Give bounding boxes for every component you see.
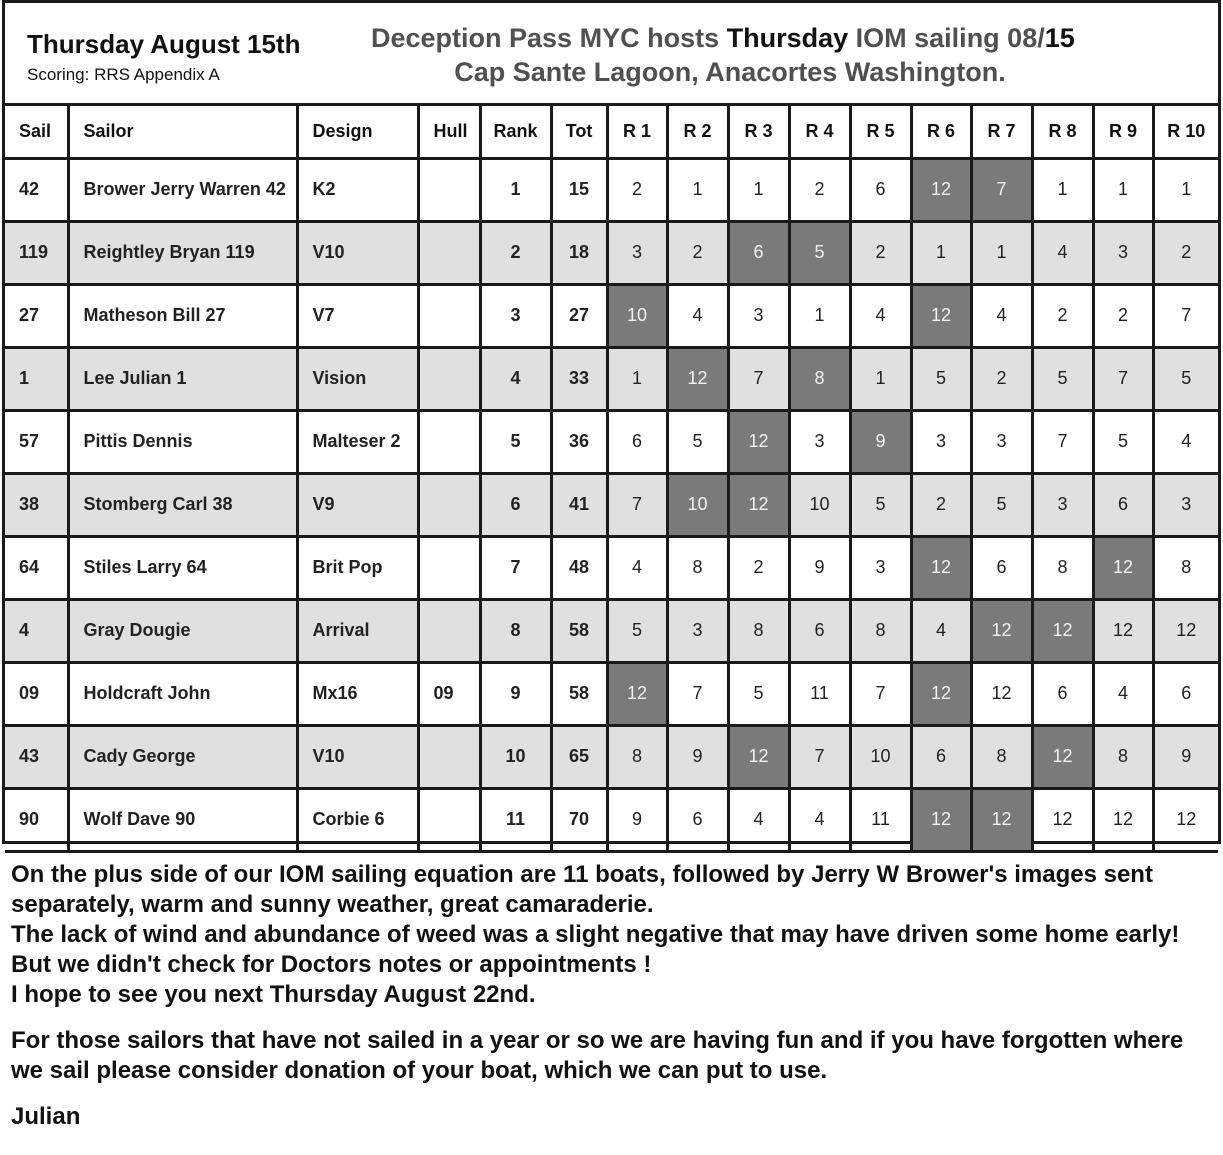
race-score: 5 [1032, 347, 1093, 410]
race-score: 5 [728, 662, 789, 725]
column-header: R 9 [1093, 106, 1153, 158]
race-score: 1 [1032, 158, 1093, 221]
race-score: 3 [667, 599, 728, 662]
sailor-cell: Brower Jerry Warren 42 [68, 158, 297, 221]
table-row [5, 284, 1218, 347]
table-header-row [5, 106, 1218, 158]
column-header: Sailor [68, 106, 297, 158]
race-score: 4 [1153, 410, 1218, 473]
total-cell: 15 [551, 158, 607, 221]
race-score-dropped: 10 [667, 473, 728, 536]
race-score: 6 [971, 536, 1032, 599]
race-score: 5 [1093, 410, 1153, 473]
hull-cell [418, 725, 480, 788]
design-cell: Arrival [297, 599, 418, 662]
total-cell: 48 [551, 536, 607, 599]
race-score: 1 [911, 221, 971, 284]
sailor-cell: Gray Dougie [68, 599, 297, 662]
race-score: 1 [1153, 158, 1218, 221]
race-score-dropped: 5 [789, 221, 850, 284]
race-score: 3 [850, 536, 911, 599]
race-score: 12 [1032, 788, 1093, 851]
race-score: 4 [667, 284, 728, 347]
race-score: 8 [850, 599, 911, 662]
design-cell: V7 [297, 284, 418, 347]
race-score: 2 [1093, 284, 1153, 347]
race-score-dropped: 12 [1032, 725, 1093, 788]
event-title-class: IOM sailing 08/ [855, 23, 1045, 53]
race-score: 12 [1153, 599, 1218, 662]
race-score: 3 [789, 410, 850, 473]
hull-cell [418, 158, 480, 221]
table-row [5, 158, 1218, 221]
race-score: 7 [667, 662, 728, 725]
sail-cell: 90 [5, 788, 68, 851]
hull-cell [418, 410, 480, 473]
race-score: 10 [850, 725, 911, 788]
race-score: 3 [1093, 221, 1153, 284]
notes-paragraph: For those sailors that have not sailed in a year or so we are having fun and if you have forgotten where we sail please consider donation of your boat, which we can put to use. [11, 1027, 1184, 1084]
race-score: 1 [1093, 158, 1153, 221]
rank-cell: 9 [480, 662, 551, 725]
column-header: R 2 [667, 106, 728, 158]
event-title-host: Deception Pass MYC hosts [371, 23, 720, 53]
race-score: 1 [789, 284, 850, 347]
hull-cell [418, 788, 480, 851]
notes-paragraph: The lack of wind and abundance of weed was a slight negative that may have driven some home early! But we didn't check for Doctors notes or appointments ! [11, 921, 1180, 978]
race-score: 3 [728, 284, 789, 347]
sail-cell: 42 [5, 158, 68, 221]
total-cell: 36 [551, 410, 607, 473]
rank-cell: 1 [480, 158, 551, 221]
race-score: 5 [850, 473, 911, 536]
race-score: 7 [607, 473, 667, 536]
race-score: 2 [971, 347, 1032, 410]
column-header: R 5 [850, 106, 911, 158]
column-header: Rank [480, 106, 551, 158]
race-score: 3 [911, 410, 971, 473]
race-score-dropped: 10 [607, 284, 667, 347]
sailor-cell: Matheson Bill 27 [68, 284, 297, 347]
race-score-dropped: 12 [911, 662, 971, 725]
race-score: 9 [667, 725, 728, 788]
race-score: 9 [607, 788, 667, 851]
race-score: 1 [607, 347, 667, 410]
race-score-dropped: 12 [728, 410, 789, 473]
race-score: 2 [911, 473, 971, 536]
total-cell: 65 [551, 725, 607, 788]
design-cell: Mx16 [297, 662, 418, 725]
table-row [5, 599, 1218, 662]
sailor-cell: Stomberg Carl 38 [68, 473, 297, 536]
race-score-dropped: 12 [911, 536, 971, 599]
race-score: 9 [1153, 725, 1218, 788]
race-score-dropped: 9 [850, 410, 911, 473]
column-header: R 4 [789, 106, 850, 158]
race-score: 4 [850, 284, 911, 347]
race-score: 6 [1093, 473, 1153, 536]
race-score: 1 [850, 347, 911, 410]
sail-cell: 57 [5, 410, 68, 473]
rank-cell: 8 [480, 599, 551, 662]
race-score-dropped: 12 [911, 158, 971, 221]
sail-cell: 38 [5, 473, 68, 536]
sheet-header [5, 3, 1218, 106]
table-row [5, 473, 1218, 536]
design-cell: Brit Pop [297, 536, 418, 599]
race-score: 3 [1153, 473, 1218, 536]
race-score: 5 [911, 347, 971, 410]
race-score: 11 [789, 662, 850, 725]
design-cell: Vision [297, 347, 418, 410]
race-score: 3 [1032, 473, 1093, 536]
race-score: 1 [728, 158, 789, 221]
sail-cell: 27 [5, 284, 68, 347]
sailor-cell: Lee Julian 1 [68, 347, 297, 410]
race-score-dropped: 6 [728, 221, 789, 284]
sailor-cell: Pittis Dennis [68, 410, 297, 473]
race-score: 6 [1153, 662, 1218, 725]
race-score: 1 [667, 158, 728, 221]
notes-paragraph: I hope to see you next Thursday August 22nd. [11, 981, 536, 1008]
sailor-cell: Holdcraft John [68, 662, 297, 725]
design-cell: V10 [297, 725, 418, 788]
hull-cell [418, 284, 480, 347]
table-row [5, 662, 1218, 725]
race-score-dropped: 12 [971, 599, 1032, 662]
design-cell: V9 [297, 473, 418, 536]
sailor-cell: Stiles Larry 64 [68, 536, 297, 599]
race-score-dropped: 12 [971, 788, 1032, 851]
rank-cell: 4 [480, 347, 551, 410]
race-score-dropped: 12 [1093, 536, 1153, 599]
race-score: 6 [1032, 662, 1093, 725]
race-score: 12 [1093, 788, 1153, 851]
total-cell: 58 [551, 662, 607, 725]
event-title [371, 23, 1161, 54]
race-score: 4 [911, 599, 971, 662]
race-score: 4 [1032, 221, 1093, 284]
race-score: 7 [1153, 284, 1218, 347]
race-score: 1 [971, 221, 1032, 284]
column-header: R 8 [1032, 106, 1093, 158]
race-score: 7 [1032, 410, 1093, 473]
column-header: R 7 [971, 106, 1032, 158]
race-score: 4 [971, 284, 1032, 347]
total-cell: 33 [551, 347, 607, 410]
race-score: 6 [607, 410, 667, 473]
race-score: 9 [789, 536, 850, 599]
column-header: Hull [418, 106, 480, 158]
hull-cell [418, 473, 480, 536]
race-score: 10 [789, 473, 850, 536]
table-row [5, 347, 1218, 410]
race-score-dropped: 12 [607, 662, 667, 725]
race-score: 11 [850, 788, 911, 851]
race-score: 8 [971, 725, 1032, 788]
hull-cell [418, 347, 480, 410]
race-score: 8 [1153, 536, 1218, 599]
table-row [5, 725, 1218, 788]
race-score: 5 [971, 473, 1032, 536]
sail-cell: 1 [5, 347, 68, 410]
rank-cell: 11 [480, 788, 551, 851]
rank-cell: 6 [480, 473, 551, 536]
race-score: 2 [667, 221, 728, 284]
design-cell: K2 [297, 158, 418, 221]
scoring-system: Scoring: RRS Appendix A [27, 65, 220, 84]
column-header: Design [297, 106, 418, 158]
race-score: 4 [728, 788, 789, 851]
race-score-dropped: 12 [911, 284, 971, 347]
race-score: 2 [607, 158, 667, 221]
race-score-dropped: 12 [1032, 599, 1093, 662]
race-score-dropped: 7 [971, 158, 1032, 221]
results-sheet [2, 0, 1221, 844]
table-row [5, 221, 1218, 284]
race-score: 12 [1093, 599, 1153, 662]
race-score-dropped: 12 [728, 725, 789, 788]
race-score: 7 [728, 347, 789, 410]
rank-cell: 7 [480, 536, 551, 599]
race-score: 6 [850, 158, 911, 221]
column-header: Sail [5, 106, 68, 158]
race-score: 8 [728, 599, 789, 662]
race-score: 12 [971, 662, 1032, 725]
rank-cell: 5 [480, 410, 551, 473]
table-row [5, 410, 1218, 473]
sail-cell: 64 [5, 536, 68, 599]
sailor-cell: Cady George [68, 725, 297, 788]
table-row [5, 788, 1218, 851]
total-cell: 18 [551, 221, 607, 284]
notes-signature: Julian [11, 1103, 81, 1130]
race-score: 8 [607, 725, 667, 788]
race-score: 8 [1093, 725, 1153, 788]
race-score: 8 [667, 536, 728, 599]
column-header: Tot [551, 106, 607, 158]
column-header: R 1 [607, 106, 667, 158]
race-score: 8 [1032, 536, 1093, 599]
total-cell: 70 [551, 788, 607, 851]
hull-cell: 09 [418, 662, 480, 725]
rank-cell: 3 [480, 284, 551, 347]
hull-cell [418, 221, 480, 284]
table-body [5, 158, 1218, 851]
design-cell: Malteser 2 [297, 410, 418, 473]
sail-cell: 43 [5, 725, 68, 788]
race-score: 12 [1153, 788, 1218, 851]
race-score: 5 [1153, 347, 1218, 410]
race-score: 5 [667, 410, 728, 473]
event-title-day: Thursday [726, 23, 849, 53]
race-score: 2 [1153, 221, 1218, 284]
sail-cell: 119 [5, 221, 68, 284]
race-score: 2 [850, 221, 911, 284]
total-cell: 27 [551, 284, 607, 347]
race-score: 4 [1093, 662, 1153, 725]
rank-cell: 2 [480, 221, 551, 284]
design-cell: Corbie 6 [297, 788, 418, 851]
sailor-cell: Wolf Dave 90 [68, 788, 297, 851]
hull-cell [418, 536, 480, 599]
date-title: Thursday August 15th [27, 29, 301, 59]
race-score: 6 [789, 599, 850, 662]
event-title-day-number: 15 [1044, 23, 1075, 53]
race-score: 2 [728, 536, 789, 599]
race-score: 7 [789, 725, 850, 788]
race-score-dropped: 8 [789, 347, 850, 410]
design-cell: V10 [297, 221, 418, 284]
race-score: 5 [607, 599, 667, 662]
race-score: 7 [850, 662, 911, 725]
hull-cell [418, 599, 480, 662]
column-header: R 10 [1153, 106, 1218, 158]
sailor-cell: Reightley Bryan 119 [68, 221, 297, 284]
sail-cell: 4 [5, 599, 68, 662]
race-score-dropped: 12 [667, 347, 728, 410]
total-cell: 41 [551, 473, 607, 536]
column-header: R 6 [911, 106, 971, 158]
rank-cell: 10 [480, 725, 551, 788]
race-score: 4 [789, 788, 850, 851]
race-score: 2 [1032, 284, 1093, 347]
race-score-dropped: 12 [728, 473, 789, 536]
race-score: 3 [607, 221, 667, 284]
column-header: R 3 [728, 106, 789, 158]
event-location: Cap Sante Lagoon, Anacortes Washington. [454, 57, 1006, 87]
race-score: 6 [667, 788, 728, 851]
sail-cell: 09 [5, 662, 68, 725]
race-score: 2 [789, 158, 850, 221]
table-row [5, 536, 1218, 599]
race-score: 3 [971, 410, 1032, 473]
race-score: 6 [911, 725, 971, 788]
notes-paragraph: On the plus side of our IOM sailing equation are 11 boats, followed by Jerry W Brower's images sent separately, warm and sunny weather, great camaraderie. [11, 861, 1153, 918]
race-score: 7 [1093, 347, 1153, 410]
total-cell: 58 [551, 599, 607, 662]
race-score-dropped: 12 [911, 788, 971, 851]
race-notes [11, 860, 1211, 1132]
results-table [5, 106, 1218, 853]
race-score: 4 [607, 536, 667, 599]
